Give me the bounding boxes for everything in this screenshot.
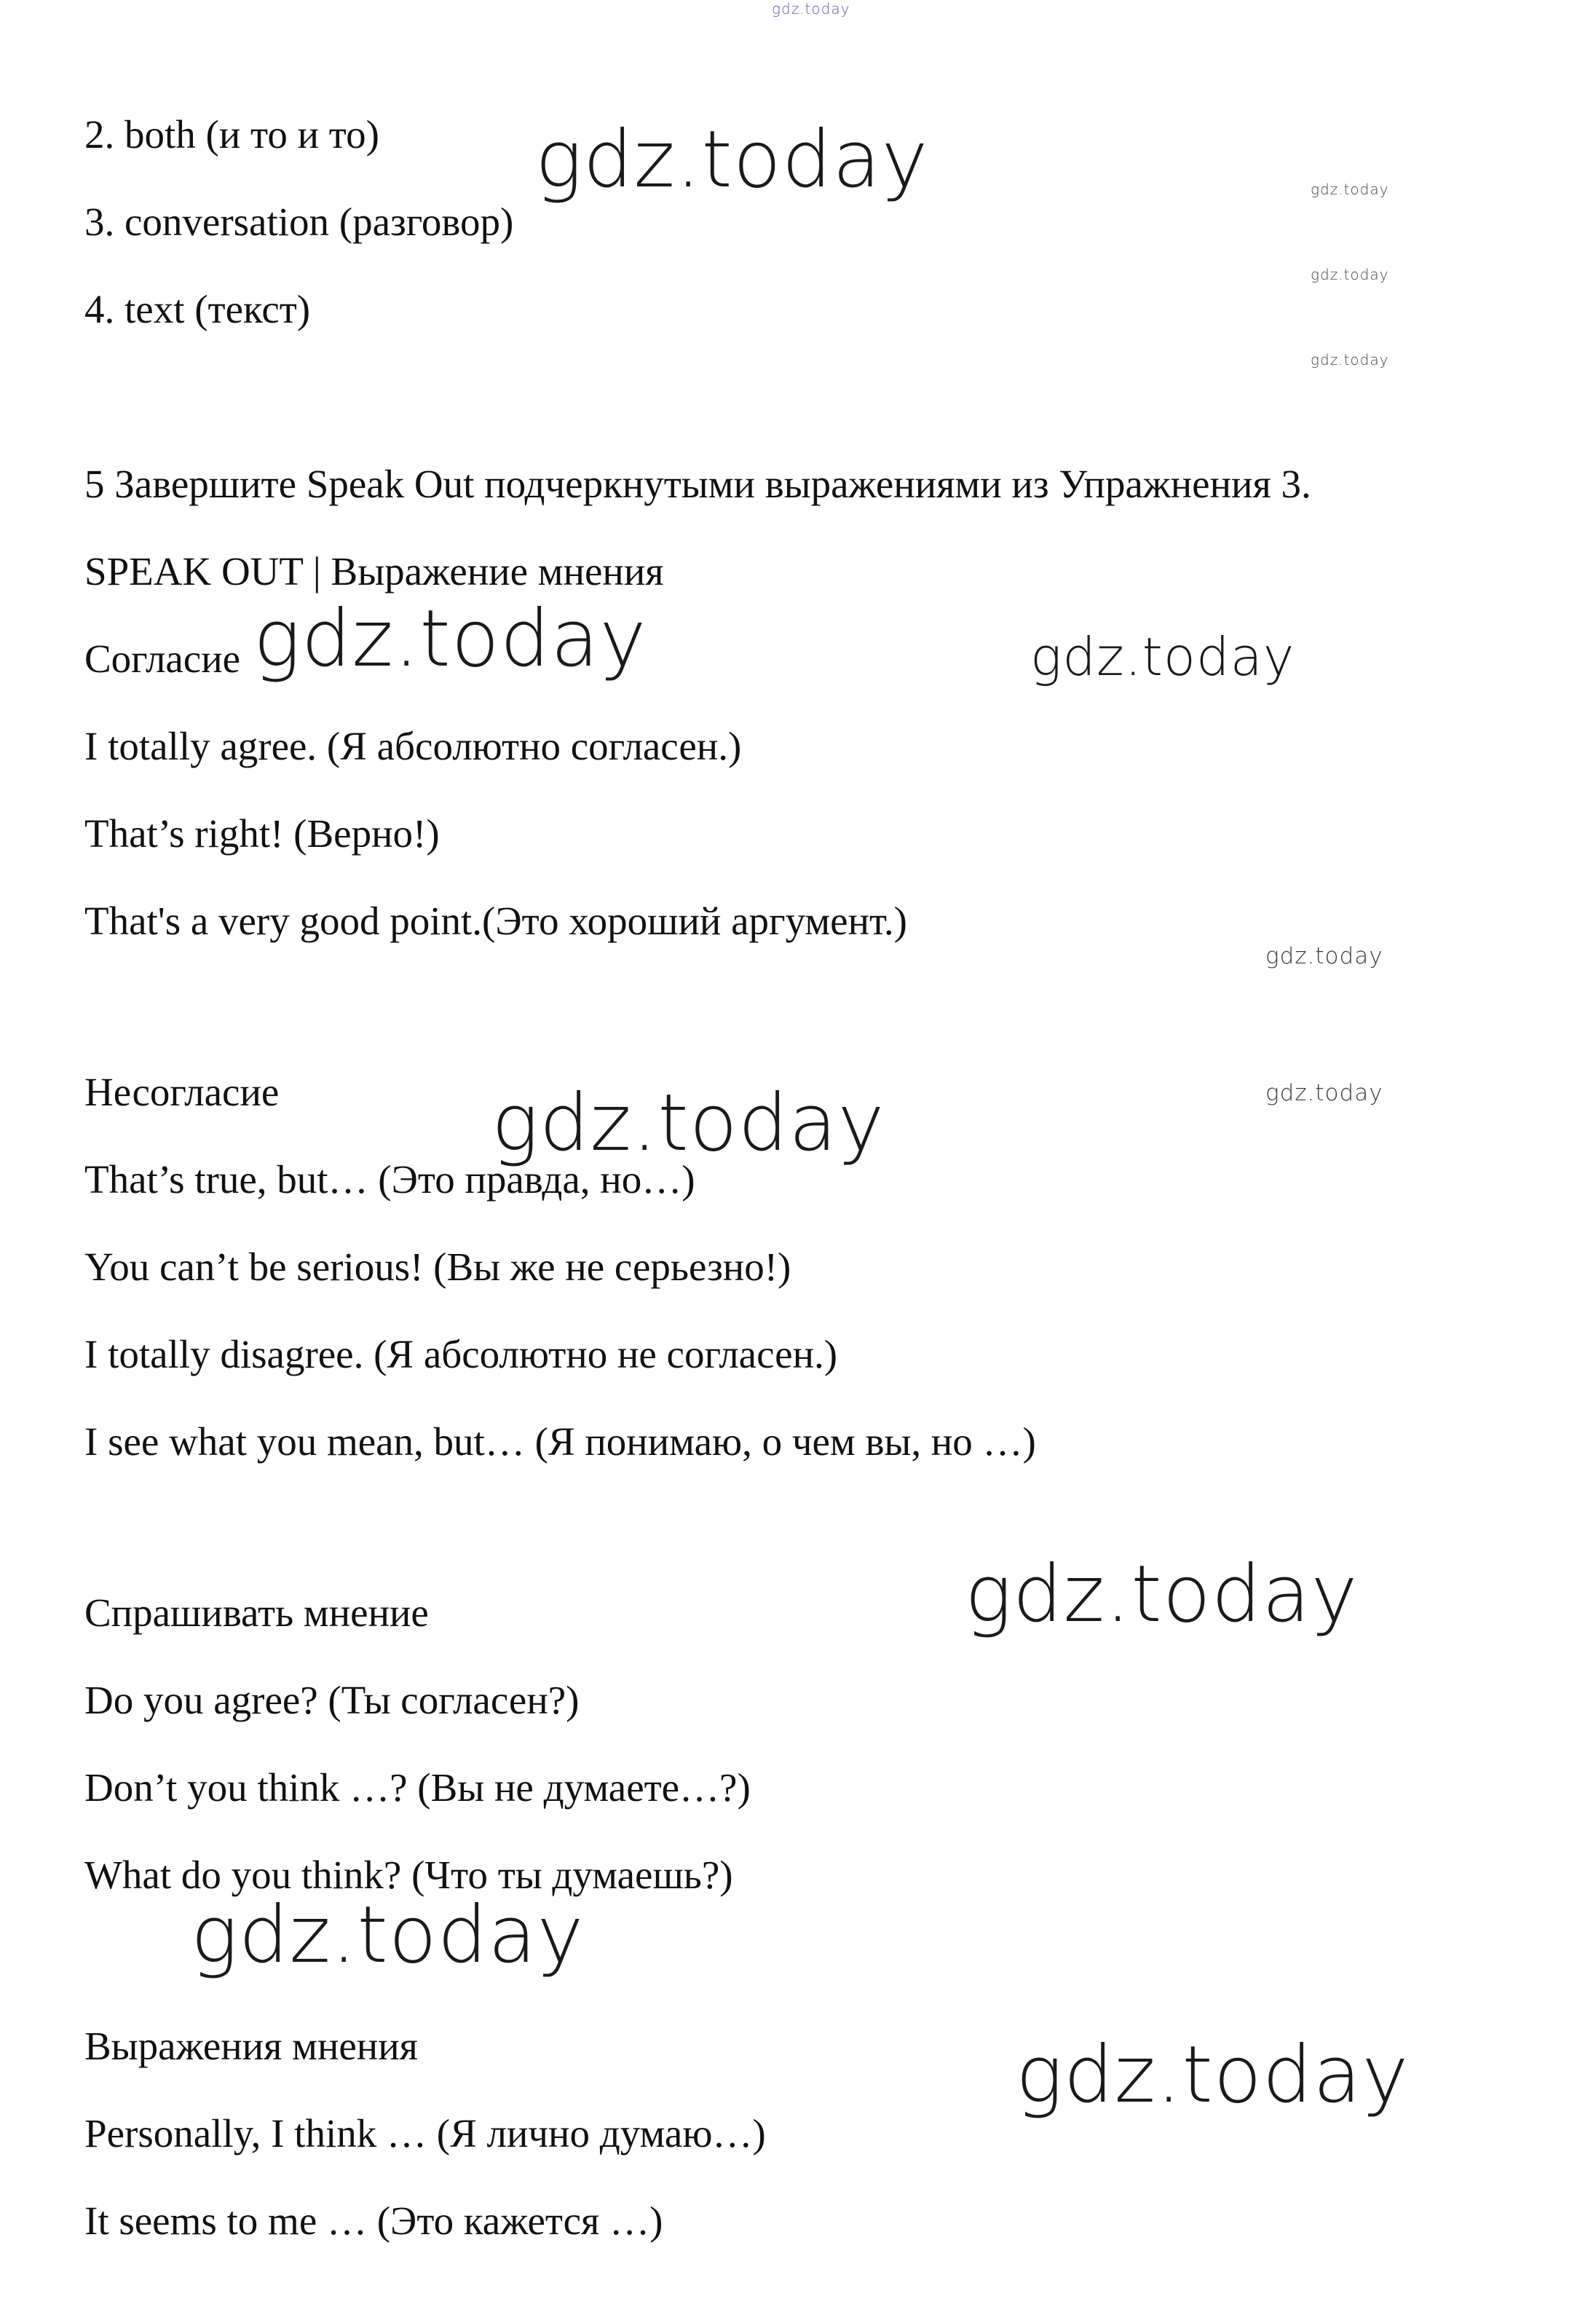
phrase-line: I see what you mean, but… (Я понимаю, о чем вы, но …)	[84, 1419, 1036, 1464]
watermark-large: gdz.today	[491, 1078, 885, 1169]
answer-line-2: 2. both (и то и то)	[84, 112, 379, 157]
phrase-line: Do you agree? (Ты согласен?)	[84, 1678, 580, 1722]
phrase-line: I totally disagree. (Я абсолютно не согласен.)	[84, 1332, 838, 1376]
section-heading-asking-opinion: Спрашивать мнение	[84, 1590, 429, 1635]
section-heading-disagreement: Несогласие	[84, 1070, 280, 1114]
answer-line-3: 3. conversation (разговор)	[84, 200, 514, 244]
watermark-small: gdz.today	[1311, 181, 1389, 198]
watermark-small: gdz.today	[1265, 1080, 1383, 1106]
section-heading-agreement: Согласие	[84, 636, 241, 681]
phrase-line: That's a very good point.(Это хороший аргумент.)	[84, 899, 907, 943]
phrase-line: Don’t you think …? (Вы не думаете…?)	[84, 1765, 751, 1810]
watermark-large: gdz.today	[253, 593, 647, 685]
watermark-top: gdz.today	[772, 0, 850, 17]
watermark-small: gdz.today	[1265, 943, 1383, 969]
section-heading-giving-opinion: Выражения мнения	[84, 2024, 418, 2068]
phrase-line: I totally agree. (Я абсолютно согласен.)	[84, 724, 742, 768]
watermark-small: gdz.today	[1311, 266, 1389, 283]
phrase-line: It seems to me … (Это кажется …)	[84, 2198, 663, 2243]
exercise-5-instruction: 5 Завершите Speak Out подчеркнутыми выражениями из Упражнения 3.	[84, 462, 1311, 506]
watermark-small: gdz.today	[1311, 351, 1389, 368]
phrase-line: That’s right! (Верно!)	[84, 811, 440, 856]
answer-line-4: 4. text (текст)	[84, 287, 311, 331]
watermark-large: gdz.today	[965, 1549, 1359, 1640]
watermark-large: gdz.today	[1016, 2030, 1410, 2121]
watermark-medium: gdz.today	[1030, 626, 1295, 687]
watermark-large: gdz.today	[535, 114, 929, 205]
phrase-line: Personally, I think … (Я лично думаю…)	[84, 2111, 766, 2156]
phrase-line: You can’t be serious! (Вы же не серьезно!)	[84, 1245, 791, 1289]
phrase-line: That’s true, but… (Это правда, но…)	[84, 1157, 695, 1202]
speak-out-heading: SPEAK OUT | Выражение мнения	[84, 549, 664, 593]
phrase-line: What do you think? (Что ты думаешь?)	[84, 1853, 733, 1897]
watermark-large: gdz.today	[191, 1890, 585, 1981]
